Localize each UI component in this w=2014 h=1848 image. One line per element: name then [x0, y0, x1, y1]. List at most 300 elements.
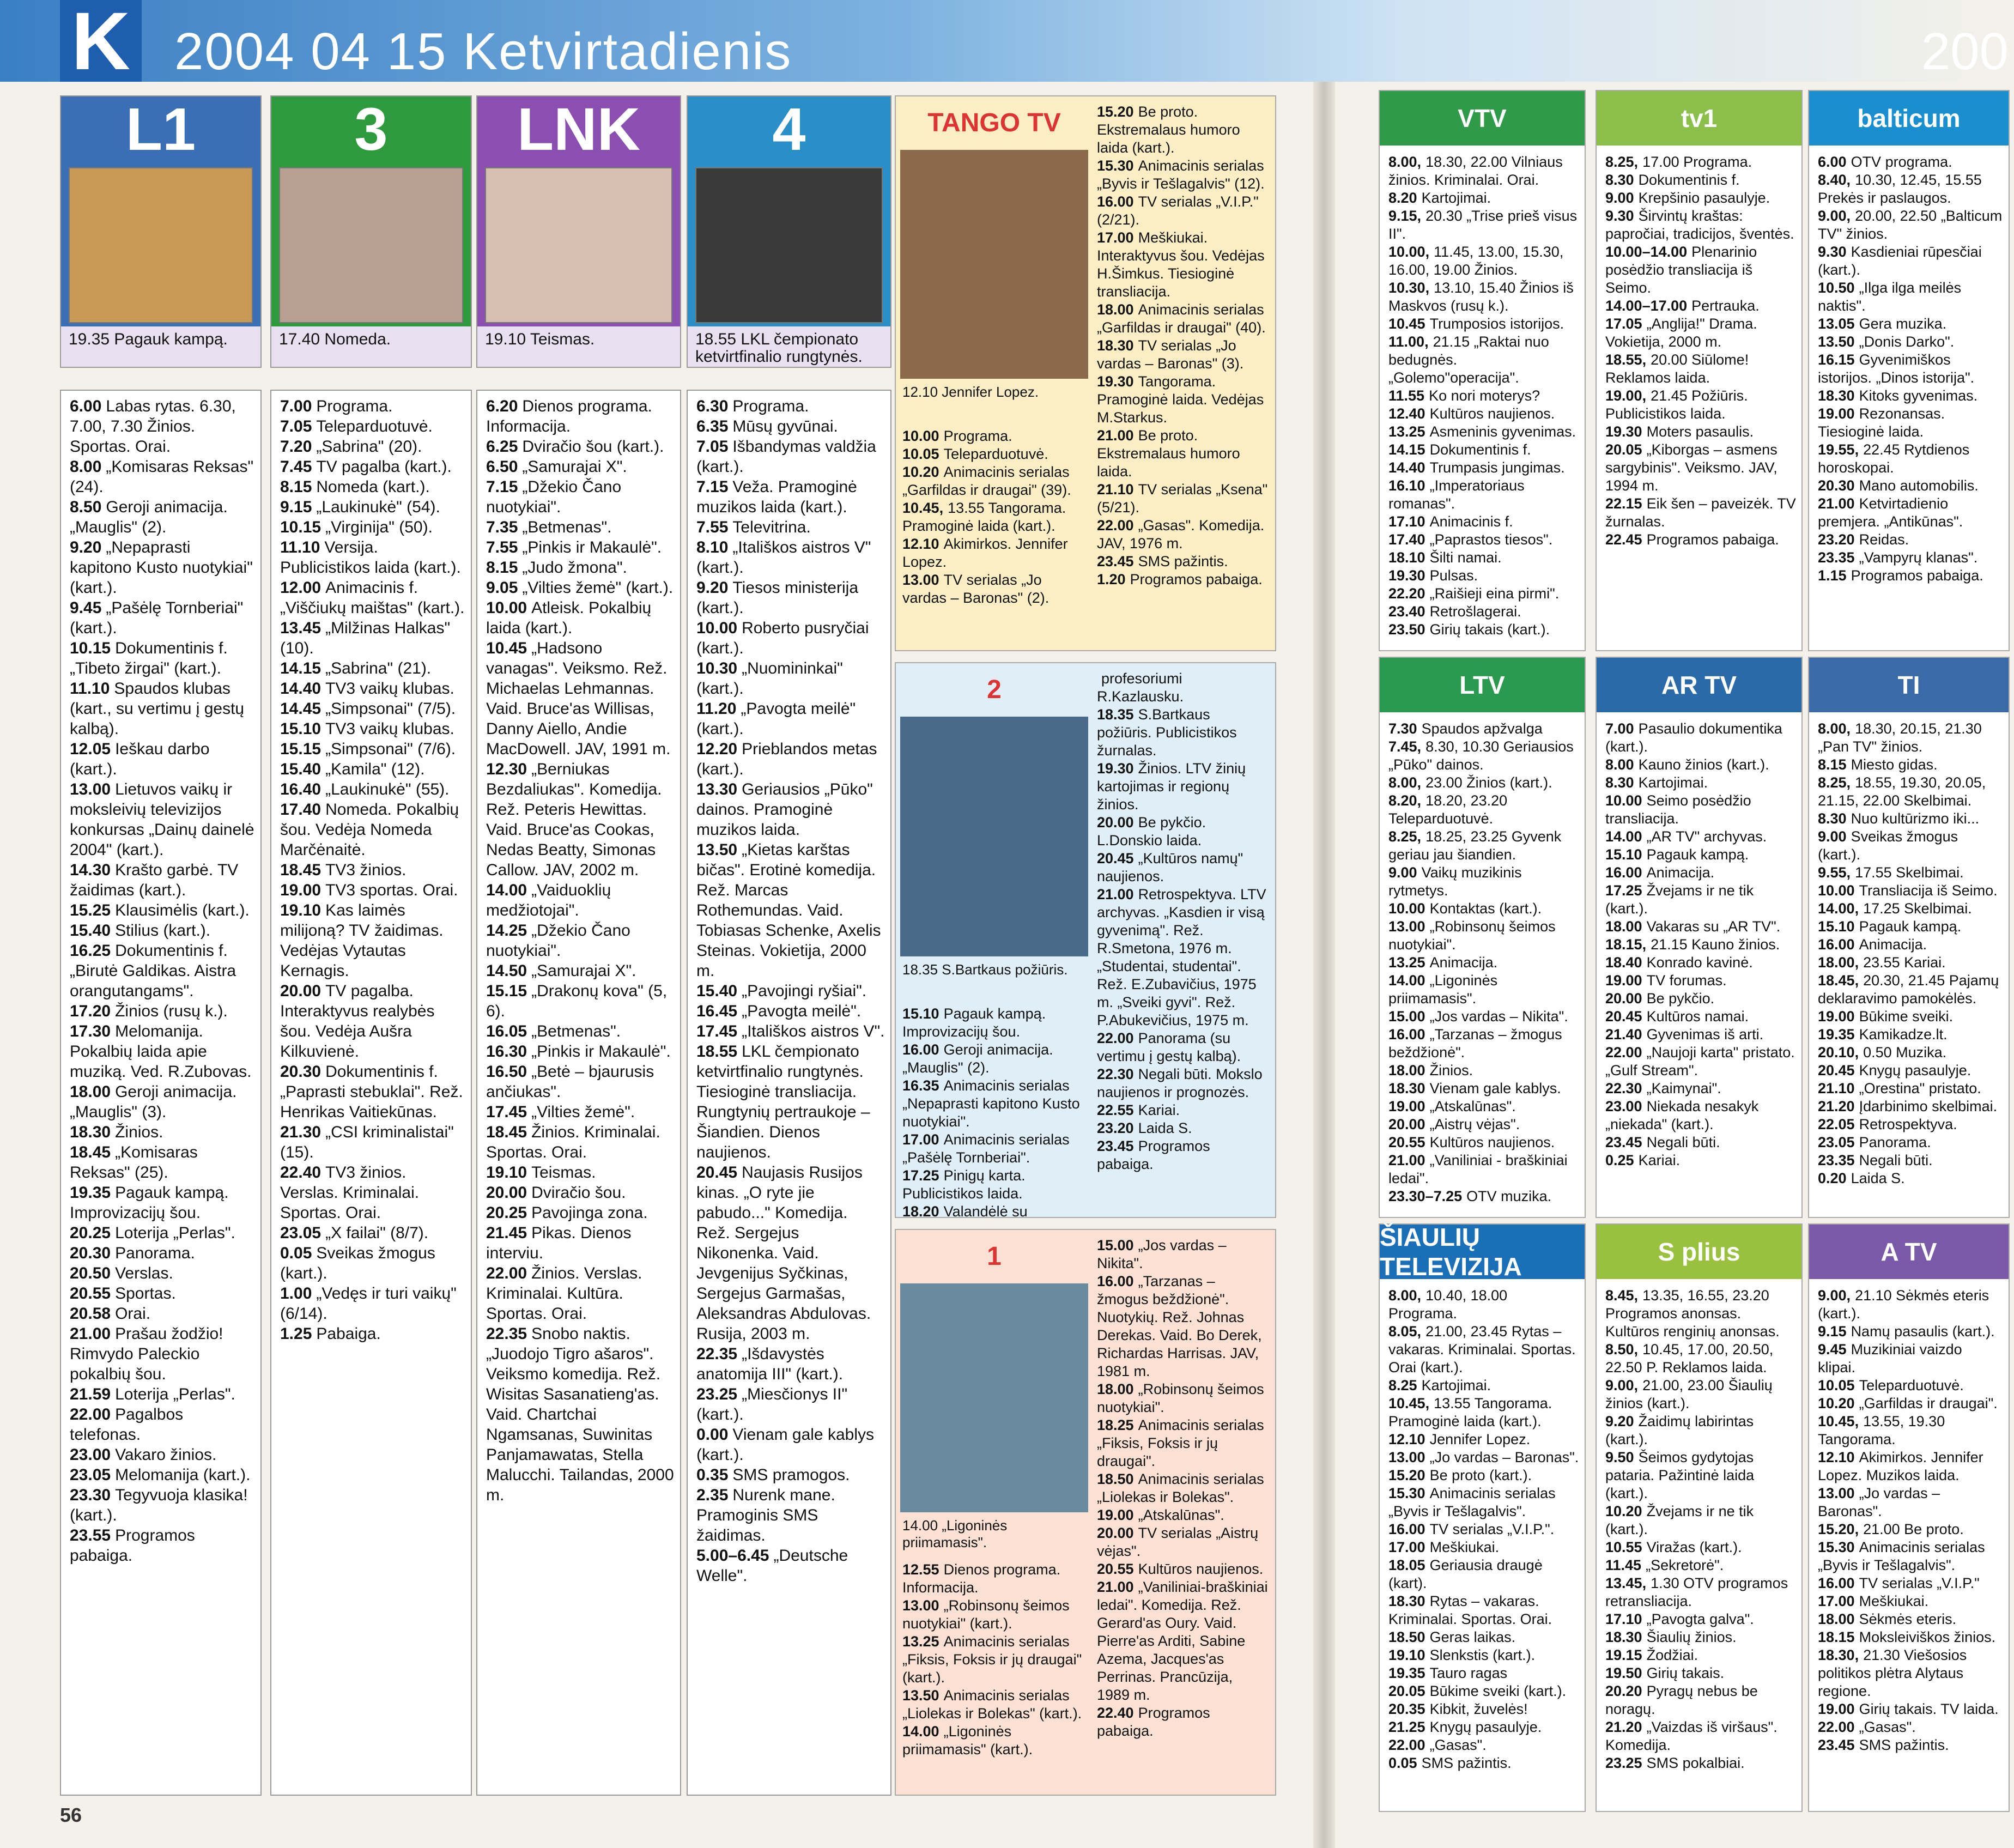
program-item	[1388, 1700, 1579, 1718]
program-item	[1097, 1101, 1269, 1119]
program-item	[70, 1183, 255, 1223]
program-time: 17.40	[1388, 531, 1425, 548]
program-time: 23.45	[1097, 553, 1134, 569]
program-time: 20.10,	[1818, 1044, 1859, 1061]
program-title: Kartojimai.	[1638, 774, 1708, 791]
program-item	[1605, 315, 1796, 351]
program-title: 21.15 „Raktai nuo bedugnės. „Golemo"operacija".	[1388, 334, 1549, 386]
program-title: TV3 vaikų klubas.	[325, 680, 454, 698]
program-title: Negali būti.	[1646, 1134, 1720, 1150]
program-time: 20.55	[70, 1284, 111, 1302]
program-item	[1818, 1062, 2003, 1080]
channel-header	[270, 95, 472, 368]
program-title: Viražas (kart.).	[1646, 1539, 1742, 1555]
program-item	[1818, 531, 2003, 549]
program-title: Programos pabaiga.	[1646, 531, 1779, 548]
program-item	[1818, 720, 2003, 756]
program-item	[280, 1162, 465, 1223]
program-item	[70, 941, 255, 1001]
program-item	[902, 1597, 1086, 1633]
program-title: Žaidimų labirintas (kart.).	[1605, 1413, 1754, 1447]
program-title: Krašto garbė. TV žaidimas (kart.).	[70, 861, 239, 899]
program-title: „Donis Darko".	[1859, 334, 1955, 350]
program-time: 13.25	[1388, 954, 1425, 971]
program-time: 9.20	[696, 579, 729, 597]
channel-logo: 3	[354, 95, 388, 163]
program-title: Sėkmės eteris.	[1859, 1611, 1957, 1627]
program-time: 19.00	[1097, 1507, 1134, 1523]
program-title: Tangorama. Pramoginė laida. Vedėjas M.Starkus.	[1097, 373, 1264, 426]
program-title: Širvintų kraštas: papročiai, tradicijos, šventės.	[1605, 208, 1794, 242]
program-title: SMS pramogos.	[732, 1466, 850, 1484]
program-title: Snobo naktis. „Juodojo Tigro ašaros". Veiksmo komedija. Rež. Wisitas Sasanatieng'as. Vaid. Chartchai Ngamsanas, Suwinitas Panjamawatas, Stella Malucchi. Tailandas, 2000 m.	[486, 1325, 674, 1504]
program-title: Teismas.	[531, 1164, 596, 1181]
program-title: Versija. Publicistikos laida (kart.).	[280, 538, 461, 577]
program-item	[280, 900, 465, 981]
program-time: 7.55	[696, 518, 729, 536]
promo-caption: 12.10 Jennifer Lopez.	[902, 384, 1039, 400]
program-title: „Pašėlę Tornberiai" (kart.).	[70, 599, 244, 637]
program-item	[1097, 850, 1269, 886]
program-item	[696, 517, 885, 537]
program-title: „Tarzanas – žmogus beždžionė". Nuotykių. Rež. Johnas Derekas. Vaid. Bo Derek, Richardas Harrisas. JAV, 1981 m.	[1097, 1273, 1262, 1379]
program-title: Kibkit, žuvelės!	[1429, 1701, 1528, 1717]
program-title: „Samurajai X".	[522, 458, 627, 476]
program-time: 21.00	[1388, 1152, 1425, 1168]
program-title: „Pavogta galva".	[1646, 1611, 1754, 1627]
program-time: 15.15	[486, 982, 527, 1000]
block-right-column	[1095, 101, 1271, 646]
program-title: Orai.	[115, 1305, 151, 1323]
program-title: Veža. Pramoginė muzikos laida (kart.).	[696, 478, 857, 516]
program-item	[1097, 553, 1269, 571]
program-item	[1605, 774, 1796, 792]
program-title: Moters pasaulis.	[1646, 423, 1754, 440]
program-title: Vaikų muzikinis rytmetys.	[1388, 864, 1522, 899]
program-item	[70, 1243, 255, 1263]
program-item	[1605, 1287, 1796, 1341]
program-title: TV3 žinios. Verslas. Kriminalai. Sportas. Orai.	[280, 1164, 420, 1222]
program-title: SMS pažintis.	[1421, 1755, 1512, 1771]
program-time: 8.00	[70, 458, 102, 476]
program-time: 10.30	[696, 659, 738, 677]
program-title: 21.10 Sėkmės eteris (kart.).	[1818, 1287, 1989, 1322]
program-item	[1605, 387, 1796, 423]
program-title: Panorama.	[115, 1244, 195, 1262]
program-title: „Vaizdas iš viršaus". Komedija.	[1605, 1719, 1778, 1753]
program-item	[1388, 459, 1579, 477]
program-title: Retrospektyva.	[1859, 1116, 1957, 1132]
program-item	[1388, 207, 1579, 243]
program-item	[1605, 1574, 1796, 1610]
program-time: 21.40	[1605, 1026, 1642, 1043]
program-time: 19.50	[1605, 1665, 1642, 1681]
program-time: 18.45	[280, 861, 321, 879]
program-item	[1388, 1628, 1579, 1646]
program-title: Pyragų nebus be noragų.	[1605, 1683, 1758, 1717]
program-time: 19.15	[1605, 1647, 1642, 1663]
program-item	[1818, 1008, 2003, 1026]
program-time: 15.20,	[1818, 1521, 1859, 1537]
program-title: Moksleiviškos žinios.	[1859, 1629, 1996, 1645]
program-time: 18.00	[70, 1083, 111, 1101]
program-item	[696, 1425, 885, 1465]
program-item	[1605, 171, 1796, 189]
program-item	[486, 1162, 675, 1183]
channel-logo: LTV	[1380, 658, 1585, 712]
program-title: Geroji animacija. „Mauglis" (2).	[902, 1041, 1053, 1076]
program-title: Prieblandos metas (kart.).	[696, 740, 877, 778]
program-title: 20.00 Siūlome! Reklamos laida.	[1605, 352, 1749, 386]
program-title: „Hadsono vanagas". Veiksmo. Rež. Michaelas Lehmannas. Vaid. Bruce'as Willisas, Danny Aiello, Andie MacDowell. JAV, 1991 m.	[486, 639, 671, 758]
program-item	[1388, 1152, 1579, 1187]
program-time: 17.05	[1605, 316, 1642, 332]
program-time: 8.30	[1818, 810, 1847, 827]
program-item	[1818, 1026, 2003, 1044]
program-item	[70, 920, 255, 941]
program-item	[1818, 351, 2003, 387]
program-time: 9.15,	[1388, 208, 1422, 224]
program-title: TV serialas „V.I.P.".	[1429, 1521, 1555, 1537]
program-title: „Sekretorė".	[1646, 1557, 1724, 1573]
channel-logo: VTV	[1380, 91, 1585, 146]
program-time: 8.00	[1605, 756, 1634, 773]
program-title: Animacinis serialas „Liolekas ir Bolekas".	[1097, 1471, 1264, 1505]
program-title: Meškiukai. Interaktyvus šou. Vedėjas H.Šimkus. Tiesioginė transliacija.	[1097, 229, 1265, 300]
program-title: „Nuomininkai" (kart.).	[696, 659, 843, 698]
program-time: 19.35	[70, 1184, 111, 1202]
program-title: Žinios (rusų k.).	[115, 1002, 228, 1020]
program-item	[1818, 1413, 2003, 1449]
program-time: 23.50	[1388, 621, 1425, 638]
program-title: „Imperatoriaus romanas".	[1388, 477, 1525, 512]
program-title: 20.30 „Trise prieš visus II".	[1388, 208, 1578, 242]
program-title: Rezonansas. Tiesioginė laida.	[1818, 405, 1945, 440]
program-time: 19.00	[1605, 972, 1642, 989]
program-item	[486, 477, 675, 517]
program-title: Kamikadze.lt.	[1859, 1026, 1948, 1043]
program-item	[1605, 1610, 1796, 1628]
program-time: 11.20	[696, 700, 737, 718]
program-title: „Drakonų kova" (5, 6).	[486, 982, 668, 1020]
program-time: 13.00	[1388, 1449, 1425, 1465]
program-title: Girių takais. TV laida.	[1859, 1701, 1999, 1717]
channel-logo: AR TV	[1597, 658, 1801, 712]
program-item	[280, 1062, 465, 1122]
program-title: Kariai.	[1638, 1152, 1681, 1168]
program-time: 20.30	[70, 1244, 111, 1262]
program-item	[1818, 1736, 2003, 1754]
program-item	[280, 578, 465, 618]
program-item	[1388, 405, 1579, 423]
program-item	[1388, 387, 1579, 405]
program-time: 20.58	[70, 1305, 111, 1323]
program-title: SMS pažintis.	[1138, 553, 1228, 569]
program-title: profesoriumi R.Kazlausku.	[1097, 670, 1184, 705]
block-left-column	[900, 101, 1088, 646]
program-time: 10.50	[1818, 280, 1855, 296]
program-time: 22.20	[1388, 585, 1425, 602]
program-item	[1818, 1170, 2003, 1187]
program-time: 21.00	[1097, 1579, 1134, 1595]
program-time: 18.50	[1097, 1471, 1134, 1487]
program-title: Akimirkos. Jennifer Lopez.	[902, 536, 1068, 570]
program-title: „Aistrų vėjas".	[1429, 1116, 1520, 1132]
program-time: 0.05	[280, 1244, 312, 1262]
program-time: 0.20	[1818, 1170, 1847, 1186]
program-title: 21.30 Viešosios politikos plėtra Alytaus regione.	[1818, 1647, 1967, 1699]
program-title: Dokumentinis f. „Paprasti stebuklai". Rež. Henrikas Vaitiekūnas.	[280, 1063, 463, 1121]
program-title: 0.50 Muzika.	[1863, 1044, 1947, 1061]
program-item	[1388, 918, 1579, 954]
program-time: 16.00	[1605, 864, 1642, 881]
program-time: 8.25,	[1818, 774, 1851, 791]
program-item	[1605, 792, 1796, 828]
program-time: 23.45	[1097, 1138, 1134, 1154]
program-title: Sveikas žmogus (kart.).	[1818, 828, 1958, 863]
program-title: Niekada nesakyk „niekada" (kart.).	[1605, 1098, 1759, 1132]
program-time: 8.30	[1605, 172, 1634, 188]
program-list	[1809, 1281, 2009, 1754]
program-time: 15.00	[1388, 1008, 1425, 1025]
program-time: 13.25	[902, 1633, 939, 1650]
program-title: Akimirkos. Jennifer Lopez. Muzikos laida.	[1818, 1449, 1983, 1483]
program-item	[280, 719, 465, 739]
program-title: Ieškau darbo (kart.).	[70, 740, 210, 778]
channel-promo-photo	[695, 167, 883, 323]
program-item	[1605, 207, 1796, 243]
program-time: 15.30	[1388, 1485, 1425, 1501]
program-item	[1097, 337, 1269, 373]
program-time: 8.15	[1818, 756, 1847, 773]
program-item	[70, 497, 255, 537]
program-list	[1597, 148, 1801, 549]
program-title: „Vedęs ir turi vaikų" (6/14).	[280, 1284, 457, 1323]
program-title: Nurenk mane. Pramoginis SMS žaidimas.	[696, 1486, 835, 1544]
program-item	[1097, 706, 1269, 760]
channel-logo: balticum	[1809, 91, 2009, 146]
program-time: 20.45	[696, 1164, 738, 1181]
program-title: „Samurajai X".	[531, 962, 636, 980]
program-item	[1605, 1556, 1796, 1574]
program-item	[1605, 846, 1796, 864]
channel-logo: LNK	[517, 95, 641, 163]
program-item	[1605, 441, 1796, 495]
program-title: Animacinis serialas „Fiksis, Foksis ir jų draugai".	[1097, 1417, 1264, 1469]
program-item	[1388, 1664, 1579, 1682]
program-item	[70, 598, 255, 638]
program-time: 12.40	[1388, 405, 1425, 422]
program-item	[1818, 549, 2003, 567]
program-time: 6.30	[696, 397, 729, 415]
program-time: 8.20,	[1388, 792, 1422, 809]
program-title: Be pykčio.	[1646, 990, 1715, 1007]
program-time: 19.00	[280, 881, 321, 899]
program-title: Muzikiniai vaizdo klipai.	[1818, 1341, 1962, 1376]
program-title: „Atskalūnas".	[1429, 1098, 1516, 1114]
program-item	[1818, 279, 2003, 315]
program-item	[1388, 1098, 1579, 1116]
program-time: 13.50	[1818, 334, 1855, 350]
program-item	[1388, 585, 1579, 603]
program-item	[1605, 1152, 1796, 1170]
program-item	[486, 1223, 675, 1263]
program-item	[902, 1077, 1086, 1131]
program-title: „Naujoji karta" pristato. „Gulf Stream".	[1605, 1044, 1795, 1078]
program-item	[1818, 1449, 2003, 1485]
channel-column-ti	[1808, 657, 2010, 1218]
program-time: 18.25	[1097, 1417, 1134, 1433]
program-item	[1097, 229, 1269, 301]
program-title: Animacija.	[1646, 864, 1715, 881]
program-item	[1388, 1187, 1579, 1205]
program-time: 14.00	[486, 881, 527, 899]
program-title: „Betmenas".	[531, 1022, 621, 1040]
program-item	[486, 638, 675, 759]
program-item	[1605, 1449, 1796, 1502]
program-item	[70, 1001, 255, 1021]
program-title: Verslas.	[115, 1264, 173, 1282]
program-title: „Gasas".	[1429, 1737, 1487, 1753]
program-item	[902, 571, 1086, 607]
program-time: 22.00	[1097, 1030, 1134, 1046]
program-item	[280, 699, 465, 719]
program-title: 11.45, 13.00, 15.30, 16.00, 19.00 Žinios.	[1388, 244, 1564, 278]
program-time: 22.30	[1605, 1080, 1642, 1096]
channel-column-tv3	[270, 95, 472, 1796]
program-time: 15.10	[1818, 918, 1855, 935]
program-item	[1605, 1080, 1796, 1098]
program-time: 18.15	[1818, 1629, 1855, 1645]
program-time: 21.00	[1097, 886, 1134, 902]
program-time: 10.00	[1605, 792, 1642, 809]
program-time: 22.00	[70, 1405, 111, 1423]
program-title: Programa.	[943, 428, 1012, 444]
program-item	[1605, 423, 1796, 441]
program-title: Animacinis serialas „Nepaprasti kapitono Kusto nuotykiai".	[902, 1077, 1080, 1130]
channel-column-balticum	[1808, 90, 2010, 651]
program-list	[60, 390, 262, 1796]
program-item	[1388, 549, 1579, 567]
program-time: 22.40	[1097, 1705, 1134, 1721]
program-time: 18.15,	[1605, 936, 1647, 953]
program-item	[1818, 918, 2003, 936]
program-list	[1809, 714, 2009, 1187]
program-item	[70, 678, 255, 739]
program-item	[1388, 1116, 1579, 1134]
program-item	[1818, 1700, 2003, 1718]
program-item	[1097, 427, 1269, 481]
program-title: Kas laimės milijoną? TV žaidimas. Vedėjas Vytautas Kernagis.	[280, 901, 444, 980]
program-time: 17.25	[1605, 882, 1642, 899]
program-title: Žinios. Verslas. Kriminalai. Kultūra. Sportas. Orai.	[486, 1264, 642, 1323]
program-time: 22.15	[1605, 495, 1642, 512]
program-title: Įdarbinimo skelbimai.	[1859, 1098, 1998, 1114]
program-item	[1818, 315, 2003, 333]
program-item	[280, 880, 465, 900]
program-item	[486, 1183, 675, 1203]
program-time: 15.40	[696, 982, 738, 1000]
program-time: 16.50	[486, 1063, 527, 1081]
program-time: 17.25	[902, 1167, 939, 1184]
program-item	[1388, 531, 1579, 549]
program-time: 22.00	[1388, 1737, 1425, 1753]
program-item	[486, 1324, 675, 1505]
program-title: Kitoks gyvenimas.	[1859, 387, 1978, 404]
program-time: 16.00	[1818, 1575, 1855, 1591]
program-time: 10.05	[1818, 1377, 1855, 1393]
program-time: 15.20	[1097, 104, 1134, 120]
program-item	[1818, 1323, 2003, 1341]
program-title: „Robinsonų šeimos nuotykiai".	[1097, 1381, 1264, 1415]
program-title: S.Bartkaus požiūris. Publicistikos žurnalas.	[1097, 706, 1237, 759]
program-title: 18.25, 23.25 Gyvenk geriau jau šiandien.	[1388, 828, 1562, 863]
program-time: 20.00	[280, 982, 321, 1000]
program-title: Knygų pasaulyje.	[1859, 1062, 1971, 1078]
program-time: 17.00	[1818, 1593, 1855, 1609]
program-item	[1388, 972, 1579, 1008]
program-item	[1097, 760, 1269, 814]
program-item	[902, 1041, 1086, 1077]
program-item	[1388, 1736, 1579, 1754]
program-title: „Garfildas ir draugai".	[1859, 1395, 1998, 1411]
program-title: Stilius (kart.).	[115, 922, 211, 940]
program-time: 14.00	[902, 1723, 939, 1740]
program-time: 19.00,	[1605, 387, 1647, 404]
program-title: „Gasas".	[1859, 1719, 1916, 1735]
program-title: Kultūros naujienos.	[1429, 1134, 1555, 1150]
program-item	[1388, 243, 1579, 279]
program-time: 16.00	[1097, 1273, 1134, 1289]
program-time: 9.20	[70, 538, 102, 556]
program-title: Animacinis serialas „Byvis ir Tešlagalvis".	[1818, 1539, 1985, 1573]
program-time: 16.00	[902, 1041, 939, 1058]
program-title: Rytas – vakaras. Kriminalai. Sportas. Orai.	[1388, 1593, 1552, 1627]
program-title: Žinios.	[1429, 1062, 1473, 1078]
program-item	[1097, 481, 1269, 517]
program-time: 15.40	[280, 760, 321, 778]
program-title: TV serialas „Ksena" (5/21).	[1097, 481, 1268, 516]
program-title: „Vaiduoklių medžiotojai".	[486, 881, 611, 919]
program-time: 19.00	[1818, 405, 1855, 422]
program-time: 7.30	[1388, 720, 1417, 737]
program-title: Animacinis serialas „Fiksis, Foksis ir jų draugai" (kart.).	[902, 1633, 1082, 1686]
program-title: „Jos vardas – Nikita".	[1097, 1237, 1227, 1271]
program-time: 18.30	[1388, 1593, 1425, 1609]
program-title: „X failai" (8/7).	[325, 1224, 429, 1242]
program-title: „Deutsche Welle".	[696, 1547, 848, 1585]
program-time: 18.55,	[1605, 352, 1647, 368]
program-time: 20.55	[1388, 1134, 1425, 1150]
program-time: 16.00	[1818, 936, 1855, 953]
program-time: 10.20	[902, 464, 939, 480]
program-item	[696, 396, 885, 416]
program-item	[70, 900, 255, 920]
program-item	[486, 1102, 675, 1122]
program-title: Išbandymas valdžia (kart.).	[696, 438, 876, 476]
program-title: „Itališkos aistros V" (kart.).	[696, 538, 871, 577]
channel-logo: tv1	[1597, 91, 1801, 146]
program-item	[696, 1546, 885, 1586]
program-item	[696, 1162, 885, 1344]
promo-caption: 19.10 Teismas.	[477, 326, 680, 367]
program-time: 20.20	[1605, 1683, 1642, 1699]
program-item	[280, 1324, 465, 1344]
program-item	[70, 860, 255, 900]
program-title: „Laukinukė" (55).	[325, 780, 450, 798]
program-time: 16.05	[486, 1022, 527, 1040]
program-title: Roberto pusryčiai (kart.).	[696, 619, 869, 657]
